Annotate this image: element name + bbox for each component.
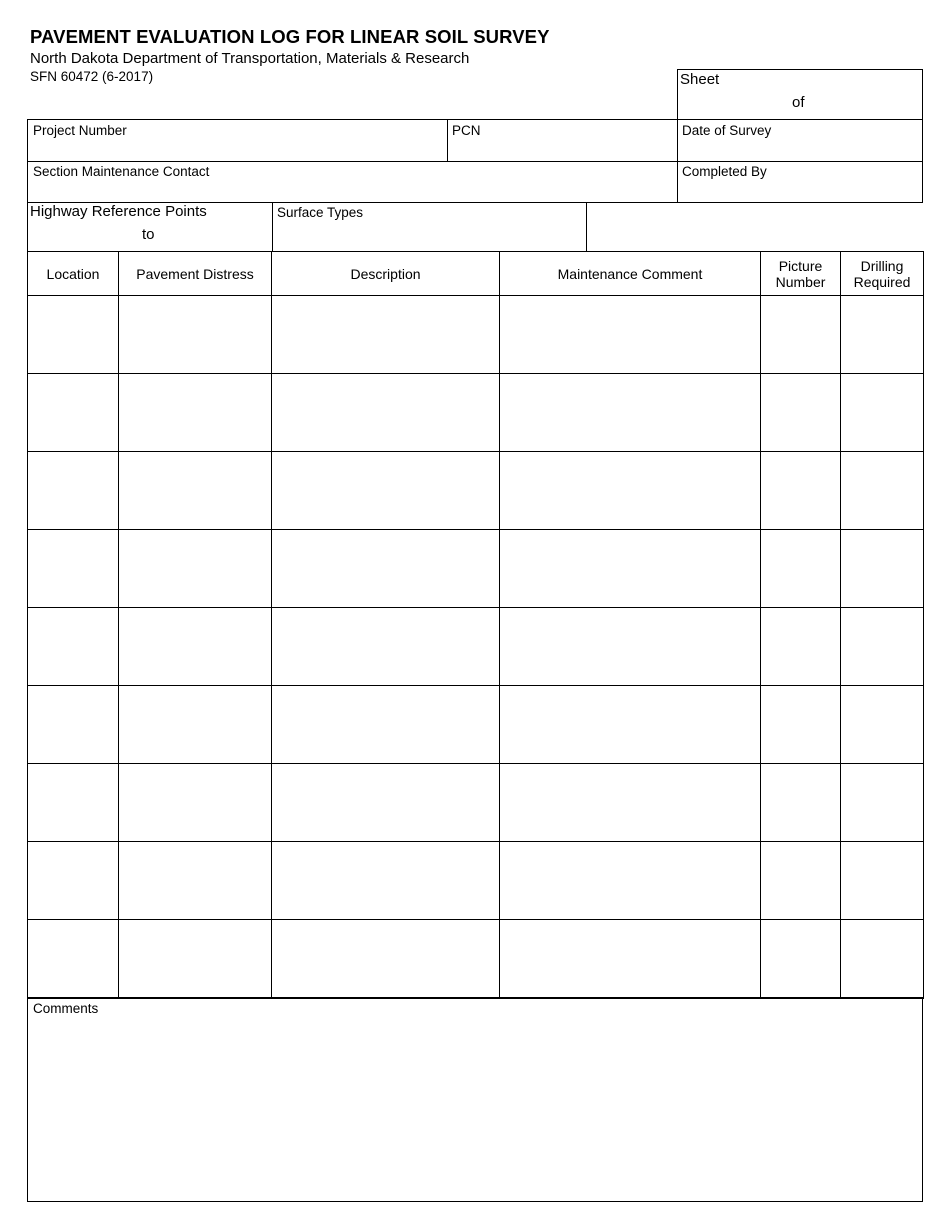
- date-of-survey-label: Date of Survey: [682, 123, 772, 138]
- description-cell[interactable]: [272, 530, 500, 608]
- column-header-location: Location: [28, 252, 119, 296]
- description-cell[interactable]: [272, 764, 500, 842]
- table-row: [28, 530, 924, 608]
- comments-label: Comments: [33, 1001, 99, 1016]
- pavement-distress-cell[interactable]: [119, 530, 272, 608]
- picture-number-cell[interactable]: [761, 842, 841, 920]
- pavement-distress-cell[interactable]: [119, 686, 272, 764]
- drilling-required-cell[interactable]: [841, 452, 924, 530]
- picture-number-cell[interactable]: [761, 920, 841, 998]
- drilling-required-cell[interactable]: [841, 296, 924, 374]
- maintenance-comment-cell[interactable]: [500, 530, 761, 608]
- description-cell[interactable]: [272, 608, 500, 686]
- location-cell[interactable]: [28, 452, 119, 530]
- picture-number-cell[interactable]: [761, 374, 841, 452]
- picture-number-cell[interactable]: [761, 452, 841, 530]
- surface-types-label: Surface Types: [277, 205, 364, 220]
- section-maintenance-contact-label: Section Maintenance Contact: [33, 164, 210, 179]
- maintenance-comment-cell[interactable]: [500, 296, 761, 374]
- picture-number-cell[interactable]: [761, 530, 841, 608]
- table-row: [28, 764, 924, 842]
- project-number-field[interactable]: [28, 120, 447, 161]
- location-cell[interactable]: [28, 920, 119, 998]
- drilling-required-cell[interactable]: [841, 764, 924, 842]
- contact-row: [27, 161, 923, 203]
- pavement-distress-cell[interactable]: [119, 296, 272, 374]
- description-cell[interactable]: [272, 686, 500, 764]
- sheet-of-label: of: [792, 94, 805, 111]
- description-cell[interactable]: [272, 374, 500, 452]
- table-row: [28, 374, 924, 452]
- evaluation-log-table: [27, 251, 924, 999]
- pavement-distress-cell[interactable]: [119, 608, 272, 686]
- description-cell[interactable]: [272, 296, 500, 374]
- maintenance-comment-cell[interactable]: [500, 608, 761, 686]
- pavement-distress-cell[interactable]: [119, 452, 272, 530]
- table-row: [28, 842, 924, 920]
- drilling-required-cell[interactable]: [841, 920, 924, 998]
- maintenance-comment-cell[interactable]: [500, 842, 761, 920]
- maintenance-comment-cell[interactable]: [500, 920, 761, 998]
- drilling-required-cell[interactable]: [841, 842, 924, 920]
- department-name: North Dakota Department of Transportation, Materials & Research: [30, 50, 470, 67]
- drilling-required-cell[interactable]: [841, 686, 924, 764]
- highway-reference-points-label: Highway Reference Points: [30, 203, 207, 220]
- table-row: [28, 686, 924, 764]
- column-header-drilling-required: Drilling Required: [841, 252, 924, 296]
- pavement-distress-cell[interactable]: [119, 764, 272, 842]
- project-info-row: [27, 119, 923, 162]
- sheet-field[interactable]: [677, 69, 923, 120]
- divider: [586, 203, 587, 251]
- highway-reference-points-field[interactable]: [28, 203, 272, 251]
- maintenance-comment-cell[interactable]: [500, 764, 761, 842]
- drilling-required-cell[interactable]: [841, 608, 924, 686]
- drilling-required-cell[interactable]: [841, 374, 924, 452]
- column-header-description: Description: [272, 252, 500, 296]
- description-cell[interactable]: [272, 920, 500, 998]
- pavement-distress-cell[interactable]: [119, 842, 272, 920]
- project-number-label: Project Number: [33, 123, 127, 138]
- pavement-distress-cell[interactable]: [119, 920, 272, 998]
- right-top-border: [586, 202, 923, 203]
- surface-types-field[interactable]: [273, 203, 586, 251]
- column-header-pavement-distress: Pavement Distress: [119, 252, 272, 296]
- drilling-required-cell[interactable]: [841, 530, 924, 608]
- location-cell[interactable]: [28, 686, 119, 764]
- column-header-picture-number: Picture Number: [761, 252, 841, 296]
- to-label: to: [142, 226, 155, 243]
- maintenance-comment-cell[interactable]: [500, 452, 761, 530]
- maintenance-comment-cell[interactable]: [500, 374, 761, 452]
- sheet-label: Sheet: [680, 71, 720, 88]
- form-title: PAVEMENT EVALUATION LOG FOR LINEAR SOIL SURVEY: [30, 26, 550, 47]
- comments-field[interactable]: [27, 999, 923, 1202]
- completed-by-label: Completed By: [682, 164, 767, 179]
- location-cell[interactable]: [28, 608, 119, 686]
- location-cell[interactable]: [28, 530, 119, 608]
- table-row: [28, 296, 924, 374]
- pavement-distress-cell[interactable]: [119, 374, 272, 452]
- location-cell[interactable]: [28, 842, 119, 920]
- column-header-maintenance-comment: Maintenance Comment: [500, 252, 761, 296]
- form-number: SFN 60472 (6-2017): [30, 69, 154, 84]
- table-header-row: [28, 252, 924, 296]
- date-of-survey-field[interactable]: [678, 120, 922, 161]
- section-maintenance-contact-field[interactable]: [28, 162, 677, 202]
- description-cell[interactable]: [272, 452, 500, 530]
- pcn-field[interactable]: [448, 120, 677, 161]
- picture-number-cell[interactable]: [761, 608, 841, 686]
- picture-number-cell[interactable]: [761, 686, 841, 764]
- picture-number-cell[interactable]: [761, 296, 841, 374]
- location-cell[interactable]: [28, 374, 119, 452]
- description-cell[interactable]: [272, 842, 500, 920]
- maintenance-comment-cell[interactable]: [500, 686, 761, 764]
- picture-number-cell[interactable]: [761, 764, 841, 842]
- table-row: [28, 920, 924, 998]
- location-cell[interactable]: [28, 296, 119, 374]
- location-cell[interactable]: [28, 764, 119, 842]
- table-row: [28, 452, 924, 530]
- table-row: [28, 608, 924, 686]
- pcn-label: PCN: [452, 123, 481, 138]
- completed-by-field[interactable]: [678, 162, 922, 202]
